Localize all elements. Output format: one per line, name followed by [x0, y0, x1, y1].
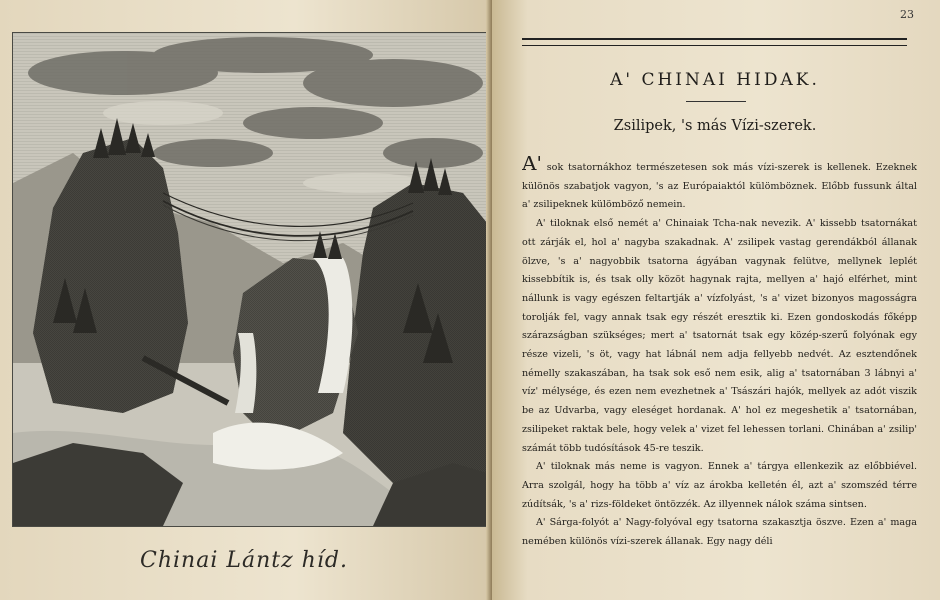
- paragraph-1: [522, 156, 917, 215]
- engraving-illustration: [12, 32, 488, 527]
- paragraph-3: A' tiloknak más neme is vagyon. Ennek a' tárgya ellenkezik az előbbiével. Arra szolgál, hogy ha több a' víz az árokba kelletén él, azt a' szomszéd térre zúdítsák, 's a' rizs-földeket öntözzék. Az illyennek nálok száma sintsen.: [522, 461, 917, 510]
- illustration-caption: Chinai Lántz híd.: [140, 548, 348, 573]
- body-text: [522, 156, 917, 596]
- section-subtitle: Zsilipek, 's más Vízi-szerek.: [613, 118, 817, 134]
- page-number: 23: [900, 8, 914, 21]
- paragraph-1-text: sok tsatornákhoz természetesen sok más vízi-szerek is kellenek. Ezeknek különös szabatjok vagyon, 's az Európaiaktól külömböznek. Előbb fussunk által a' zsilipeknek külömböző nemein.: [522, 162, 917, 211]
- title-underline: [686, 101, 746, 102]
- header-rule: [522, 38, 907, 46]
- paragraph-4: A' Sárga-folyót a' Nagy-folyóval egy tsatorna szakasztja öszve. Ezen a' maga nemében különös vízi-szerek állanak. Egy nagy déli: [522, 517, 917, 548]
- paragraph-2: A' tiloknak első nemét a' Chinaiak Tcha-nak nevezik. A' kissebb tsatornákat ott zárják el, hol a' nagyba szakadnak. A' zsilipek vastag gerendákból állanak ölzve, 's a' nagyobbik tsatorna ágyában vagynak felütve, mellynek leplét kissebbítik is, és tsak olly közöt hagynak rajta, mellyen a' hajó elférhet, mint nállunk is vagy egészen feltartják a' vízfolyást, 's a' vizet bizonyos magosságra torolják fel, vagy annak tsak egy részét eresztik ki. Ezen gondoskodás főképp szárazságban szükséges; mert a' tsatornát tsak egy közép-szerű folyónak egy része vizeli, 's öt, vagy hat lábnál nem adja fellyebb nedvét. Az esztendőnek némelly szakaszában, ha tsak sok eső nem esik, alig a' tsatornában 3 lábnyi a' víz' mélysége, és ezen nem evezhetnek a' Tsászári hajók, mellyek az adót viszik be az Udvarba, vagy eleséget hordanak. A' hol ez megeshetik a' tsatornában, zsilipeket raktak bele, hogy velek a' vizet fel lehessen torlani. Chinában a' zsilip' számát több tudósítások 45-re teszik.: [522, 218, 917, 454]
- chapter-title: A' CHINAI HIDAK.: [610, 70, 820, 90]
- drop-cap: A': [522, 156, 542, 175]
